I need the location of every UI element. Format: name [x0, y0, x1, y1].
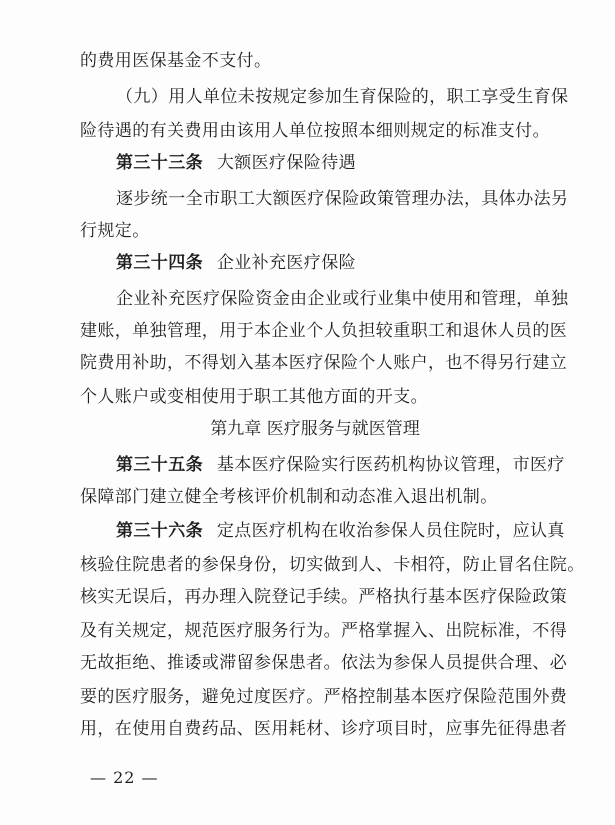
article-heading-text: 企业补充医疗保险 — [216, 253, 357, 273]
text-line: （九）用人单位未按规定参加生育保险的，职工享受生育保 — [116, 87, 569, 107]
text-line: 的费用医保基金不支付。 — [80, 51, 272, 71]
article-35 — [116, 452, 565, 478]
article-title: 第三十五条 — [116, 455, 203, 475]
text-line: 及有关规定，规范医疗服务行为。严格掌握入、出院标准，不得 — [80, 621, 568, 641]
text-line: 核验住院患者的参保身份，切实做到人、卡相符，防止冒名住院。 — [80, 555, 585, 575]
text-line: 用，在使用自费药品、医用耗材、诊疗项目时，应事先征得患者 — [80, 719, 568, 739]
text-line: 要的医疗服务，避免过度医疗。严格控制基本医疗保险范围外费 — [80, 687, 568, 707]
article-33 — [116, 150, 550, 176]
text-line: 无故拒绝、推诿或滞留参保患者。依法为参保人员提供合理、必 — [80, 653, 568, 673]
article-heading-text: 大额医疗保险待遇 — [216, 153, 357, 173]
chapter-heading: 第九章 医疗服务与就医管理 — [210, 419, 420, 439]
article-34 — [116, 250, 550, 276]
text-line: 企业补充医疗保险资金由企业或行业集中使用和管理，单独 — [116, 289, 569, 309]
article-title: 第三十三条 — [116, 153, 203, 173]
text-line: 险待遇的有关费用由该用人单位按照本细则规定的标准支付。 — [80, 121, 550, 141]
text-line: 行规定。 — [80, 221, 150, 241]
article-36 — [116, 518, 565, 544]
text-line: 个人账户或变相使用于职工其他方面的开支。 — [80, 387, 428, 407]
text-line: 保障部门建立健全考核评价机制和动态准入退出机制。 — [80, 487, 498, 507]
text-line: 院费用补助，不得划入基本医疗保险个人账户，也不得另行建立 — [80, 353, 568, 373]
text-line: 核实无误后，再办理入院登记手续。严格执行基本医疗保险政策 — [80, 587, 568, 607]
article-title: 第三十六条 — [116, 521, 203, 541]
article-text: 基本医疗保险实行医药机构协议管理，市医疗 — [216, 455, 565, 475]
text-line: 逐步统一全市职工大额医疗保险政策管理办法，具体办法另 — [116, 189, 569, 209]
article-title: 第三十四条 — [116, 253, 203, 273]
page-number: — 22 — — [90, 768, 159, 787]
text-line: 建账，单独管理，用于本企业个人负担较重职工和退休人员的医 — [80, 321, 568, 341]
article-text: 定点医疗机构在收治参保人员住院时，应认真 — [216, 521, 565, 541]
